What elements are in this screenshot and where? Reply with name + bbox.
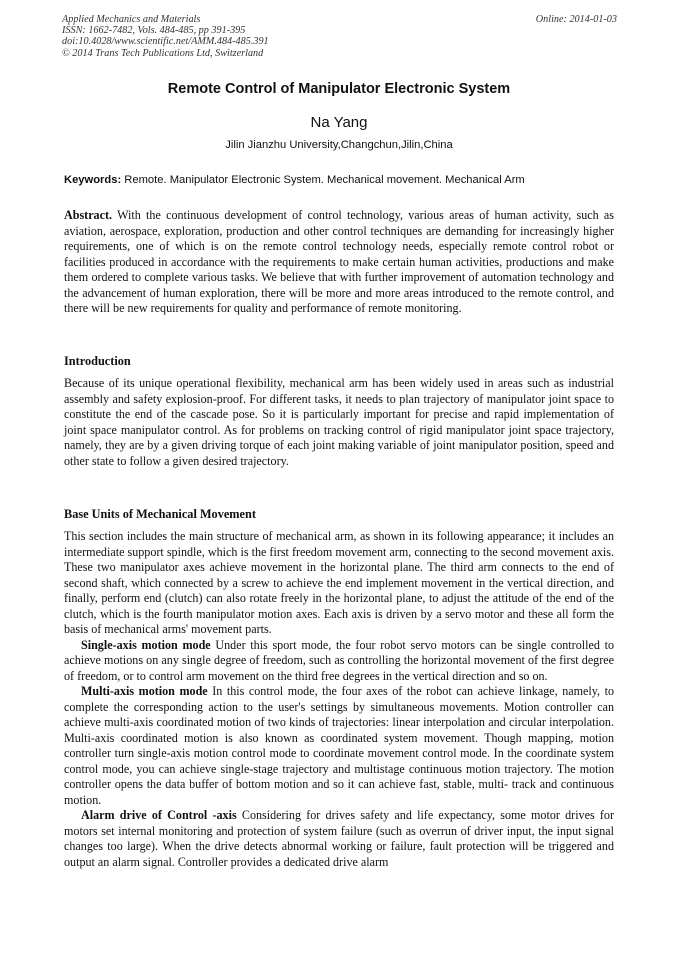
single-axis-text: Under this sport mode, the four robot servo motors can be single controlled to achieve motions on any single degree of freedom, such as controlling the horizontal movement of the first degree of freedom, or to control arm movement on the third free degrees in the vertical direction and so on. [64,637,614,683]
author-affiliation: Jilin Jianzhu University,Changchun,Jilin,China [225,139,453,151]
single-axis-heading: Single-axis motion mode [81,637,211,652]
base-units-body [64,529,614,870]
doi-line: doi:10.4028/www.scientific.net/AMM.484-485.391 [62,36,269,48]
keywords-label: Keywords: [64,174,122,186]
issn-line: ISSN: 1662-7482, Vols. 484-485, pp 391-395 [62,25,246,37]
single-axis-paragraph [64,638,614,685]
section-heading-base-units: Base Units of Mechanical Movement [64,507,256,521]
multi-axis-text: In this control mode, the four axes of the robot can achieve linkage, namely, to complete the corresponding action to the user's settings by simultaneous movements. Motion controller can achieve multi-axis coordinated motion of two kinds of trajectories: linear interpolation and circular interpolation. Multi-axis coordinated motion is also known as coordinated system movement. Though mapping, motion controller turn single-axis motion control mode to coordinate movement control mode. In the coordinate system control mode, you can achieve single-stage trajectory and multistage continuous motion trajectory. The motion controller opens the data buffer of bottom motion and so it can achieve fast, stable, multi- track and continuous motion. [64,684,615,807]
copyright-line: © 2014 Trans Tech Publications Ltd, Switzerland [62,47,264,59]
keywords-line [64,173,616,187]
alarm-drive-text: Considering for drives safety and life expectancy, some motor drives for motors set internal monitoring and protection of system failure (such as overrun of driver input, the input signal changes too large). When the drive detects abnormal working or failure, fault protection will be triggered and output an alarm signal. Controller provides a dedicated drive alarm [64,808,614,869]
introduction-paragraph: Because of its unique operational flexibility, mechanical arm has been widely used in areas such as industrial assembly and safety explosion-proof. For different tasks, it needs to plan trajectory of manipulator joint space to constitute the end of the cascade pose. So it is particularly important for precise and rapid implementation of joint space manipulator control. As for problems on tracking control of rigid manipulator joint space trajectory, namely, they are by a given driving torque of each joint making variable of joint manipulator position, speed and other state to follow a given desired trajectory. [64,376,614,468]
journal-name: Applied Mechanics and Materials [62,14,201,25]
abstract-label: Abstract. [64,208,113,222]
alarm-drive-heading: Alarm drive of Control -axis [81,808,237,822]
base-units-paragraph: This section includes the main structure of mechanical arm, as shown in its following appearance; it includes an intermediate support spindle, which is the first freedom movement arm, connecting to the second movement axis. These two manipulator axes achieve movement in the horizontal plane. The third arm connects to the end of second shaft, which connected by a screw to achieve the end implement movement in the vertical direction, and finally, perform end (clutch) can also rotate freely in the horizontal plane, to adjust the attitude of the end of the clutch, which is the fourth manipulator motion axes. Each axis is driven by a servo motor and these all form the basis of mechanical arms' movement parts. [64,529,614,636]
alarm-drive-paragraph [64,808,614,870]
author-name: Na Yang [310,114,368,131]
abstract-text: With the continuous development of control technology, various areas of human activity, such as aviation, aerospace, exploration, production and other control techniques are demanding for increasingly higher requirements, one of which is on the remote control technology needs, especially remote control robot or facilities produced in accordance with the requirements to make certain human activities, productions and make them ordered to complete various tasks. We believe that with further improvement of automation technology and the advancement of human exploration, there will be more and more areas introduced to the remote control, and there will be new requirements for quality and performance of remote monitoring. [64,208,614,315]
paper-title: Remote Control of Manipulator Electronic System [167,81,511,97]
section-heading-introduction: Introduction [64,354,131,368]
multi-axis-heading: Multi-axis motion mode [81,684,208,698]
journal-header [62,14,617,59]
keywords-text: Remote. Manipulator Electronic System. Mechanical movement. Mechanical Arm [121,174,525,186]
abstract-paragraph [64,208,614,317]
multi-axis-paragraph [64,684,614,808]
online-date: Online: 2014-01-03 [535,14,617,25]
